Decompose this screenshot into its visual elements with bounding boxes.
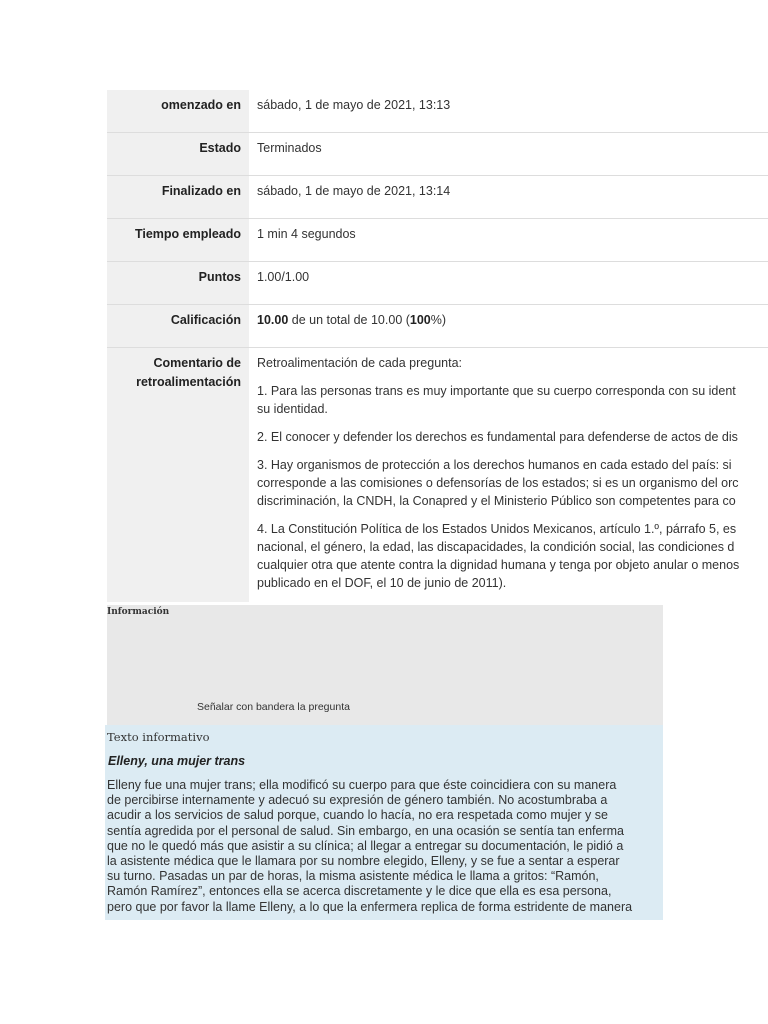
- grade-total-text: de un total de 10.00 (: [288, 313, 410, 327]
- story-line: de percibirse internamente y adecuó su expresión de género también. No acostumbraba a: [107, 793, 608, 808]
- feedback-item-3: 3. Hay organismos de protección a los derechos humanos en cada estado del país: si corresponde a las comisiones o defensorías de los estados; si es un organismo del orc discriminación, la CNDH, la Conapred y el Ministerio Público son competentes para co: [257, 458, 739, 508]
- feedback-label-line-2: retroalimentación: [136, 375, 241, 389]
- story-line: que no le quedó más que asistir a su clínica; al llegar a entregar su documentación, le pidió a: [107, 838, 624, 853]
- finished-label: Finalizado en: [107, 176, 249, 218]
- grade-label: Calificación: [107, 305, 249, 347]
- story-line: acudir a los servicios de salud porque, cuando lo hacía, no era respetada como mujer y se: [107, 808, 608, 823]
- story-line: pero que por favor la llame Elleny, a lo que la enfermera replica de forma estridente de manera: [107, 899, 633, 914]
- question-info-panel: [107, 605, 663, 725]
- started-value: sábado, 1 de mayo de 2021, 13:13: [249, 90, 768, 132]
- summary-row-points: [107, 261, 768, 304]
- feedback-item-4: 4. La Constitución Política de los Estados Unidos Mexicanos, artículo 1.º, párrafo 5, es nacional, el género, la edad, las discapacidades, la condición social, las condiciones d cualquier otra que atente contra la dignidad humana y tenga por objeto anular o menos publicado en el DOF, el 10 de junio de 2011).: [257, 522, 740, 590]
- points-label: Puntos: [107, 262, 249, 304]
- feedback-item-2: 2. El conocer y defender los derechos es fundamental para defenderse de actos de dis: [257, 430, 738, 444]
- story-line: sentía agredida por el personal de salud. Sin embargo, en una ocasión se sentía tan enferma: [107, 823, 625, 838]
- time-value: 1 min 4 segundos: [249, 219, 768, 261]
- grade-percent: 100: [409, 313, 431, 327]
- grade-score: 10.00: [257, 313, 289, 327]
- content-title: Texto informativo: [107, 730, 210, 744]
- time-label: Tiempo empleado: [107, 219, 249, 261]
- summary-row-feedback: [107, 347, 768, 602]
- summary-row-started: [107, 90, 768, 132]
- story-line: Elleny fue una mujer trans; ella modificó su cuerpo para que éste coincidiera con su manera: [107, 778, 617, 792]
- attempt-summary-table: [107, 90, 768, 602]
- feedback-item-1: 1. Para las personas trans es muy importante que su cuerpo corresponda con su ident su identidad.: [257, 384, 736, 416]
- story-line: su turno. Pasadas un par de horas, la misma asistente médica le llama a gritos: “Ramón,: [107, 869, 599, 884]
- feedback-intro: Retroalimentación de cada pregunta:: [257, 356, 462, 370]
- points-value: 1.00/1.00: [249, 262, 768, 304]
- flag-question-link[interactable]: Señalar con bandera la pregunta: [197, 701, 350, 713]
- story-text: [107, 778, 660, 915]
- story-heading: Elleny, una mujer trans: [108, 754, 246, 768]
- summary-row-time: [107, 218, 768, 261]
- state-value: Terminados: [249, 133, 768, 175]
- grade-value: [249, 305, 768, 347]
- info-title: Información: [107, 607, 170, 617]
- summary-row-finished: [107, 175, 768, 218]
- story-line: Ramón Ramírez”, entonces ella se acerca discretamente y le dice que ella es esa persona,: [107, 884, 612, 899]
- finished-value: sábado, 1 de mayo de 2021, 13:14: [249, 176, 768, 218]
- feedback-label-line-1: Comentario de: [153, 356, 241, 370]
- state-label: Estado: [107, 133, 249, 175]
- summary-row-state: [107, 132, 768, 175]
- feedback-label: [107, 348, 249, 602]
- question-content-panel: [105, 725, 663, 920]
- story-line: la asistente médica que le llamara por su nombre elegido, Elleny, y se fue a sentar a esperar: [107, 854, 620, 869]
- feedback-value: [249, 348, 768, 602]
- started-label: omenzado en: [107, 90, 249, 132]
- summary-row-grade: [107, 304, 768, 347]
- grade-close-text: %): [430, 313, 447, 327]
